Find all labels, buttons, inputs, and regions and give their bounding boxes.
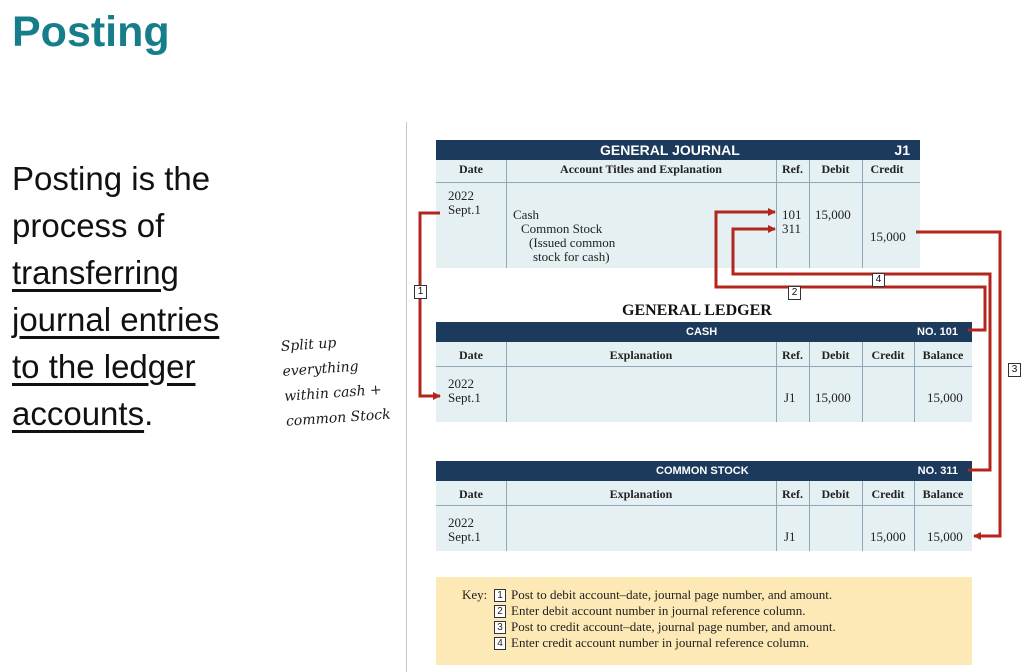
col-credit: Credit [871, 487, 905, 501]
journal-account-debit: Cash [513, 207, 539, 222]
journal-explanation-line: (Issued common [529, 235, 616, 250]
key-item-text: Enter credit account number in journal reference column. [511, 635, 810, 650]
col-ref: Ref. [782, 348, 803, 362]
common-stock-year: 2022 [448, 515, 474, 530]
col-date: Date [459, 162, 483, 176]
body-line-underlined: transferring [12, 254, 179, 291]
step-marker-3: 3 [1008, 363, 1021, 377]
col-date: Date [459, 348, 483, 362]
journal-ref-debit: 101 [782, 207, 802, 222]
journal-year: 2022 [448, 188, 474, 203]
col-ref: Ref. [782, 162, 803, 176]
col-date: Date [459, 487, 483, 501]
key-item-number: 2 [494, 605, 506, 618]
journal-ref-credit: 311 [782, 221, 802, 236]
common-stock-ref: J1 [784, 529, 796, 544]
note-line: Split up [280, 335, 337, 355]
body-line-underlined: accounts [12, 395, 145, 432]
step-marker-1: 1 [414, 285, 427, 299]
arrow-step-1 [420, 213, 440, 396]
journal-title: GENERAL JOURNAL [600, 142, 740, 158]
cash-debit: 15,000 [815, 390, 851, 405]
journal-page: J1 [894, 142, 910, 158]
key-item-number: 1 [494, 589, 506, 602]
body-line: process of [12, 207, 165, 244]
cash-account-number: NO. 101 [917, 326, 958, 338]
note-line: within cash + [283, 382, 383, 405]
key-item-number: 4 [494, 637, 506, 650]
common-stock-credit: 15,000 [870, 529, 906, 544]
key-item [494, 603, 806, 619]
body-line-underlined: journal entries [12, 301, 220, 338]
step-marker-4: 4 [872, 273, 885, 287]
arrow-step-2-link [716, 287, 985, 330]
arrow-step-2 [716, 212, 775, 287]
step-marker-2: 2 [788, 286, 801, 300]
note-line: common Stock [285, 406, 392, 430]
arrow-step-3 [916, 232, 1000, 536]
journal-account-credit: Common Stock [521, 221, 603, 236]
col-credit: Credit [871, 348, 905, 362]
col-explanation: Explanation [609, 487, 673, 501]
key-item [494, 635, 809, 651]
key-legend [436, 577, 972, 665]
key-item-text: Enter debit account number in journal reference column. [511, 603, 806, 618]
body-line: Posting is the [12, 160, 211, 197]
body-line-underlined: to the ledger [12, 348, 196, 385]
col-balance: Balance [922, 487, 964, 501]
journal-date: Sept.1 [448, 202, 481, 217]
col-debit: Debit [821, 487, 850, 501]
journal-explanation-line: stock for cash) [533, 249, 610, 264]
common-stock-balance: 15,000 [927, 529, 963, 544]
slide-title: Posting [12, 8, 170, 56]
col-explanation: Explanation [609, 348, 673, 362]
general-ledger-title: GENERAL LEDGER [622, 302, 772, 319]
journal-credit-amount: 15,000 [870, 229, 906, 244]
common-stock-account-name: COMMON STOCK [656, 465, 749, 477]
cash-account-name: CASH [686, 326, 718, 338]
cash-date: Sept.1 [448, 390, 481, 405]
note-line: everything [282, 358, 360, 380]
col-ref: Ref. [782, 487, 803, 501]
body-period: . [144, 395, 154, 432]
key-label: Key: [462, 587, 488, 602]
journal-debit-amount: 15,000 [815, 207, 851, 222]
cash-balance: 15,000 [927, 390, 963, 405]
key-item [494, 619, 836, 635]
key-item-text: Post to debit account–date, journal page number, and amount. [511, 587, 833, 602]
col-debit: Debit [821, 162, 850, 176]
arrow-step-4 [733, 229, 990, 470]
col-balance: Balance [922, 348, 964, 362]
cash-year: 2022 [448, 376, 474, 391]
col-account-titles: Account Titles and Explanation [560, 162, 722, 176]
key-item [494, 587, 832, 603]
common-stock-date: Sept.1 [448, 529, 481, 544]
common-stock-account-number: NO. 311 [917, 465, 958, 477]
key-item-number: 3 [494, 621, 506, 634]
col-debit: Debit [821, 348, 850, 362]
cash-ref: J1 [784, 390, 796, 405]
key-item-text: Post to credit account–date, journal page number, and amount. [511, 619, 836, 634]
col-credit: Credit [870, 162, 904, 176]
